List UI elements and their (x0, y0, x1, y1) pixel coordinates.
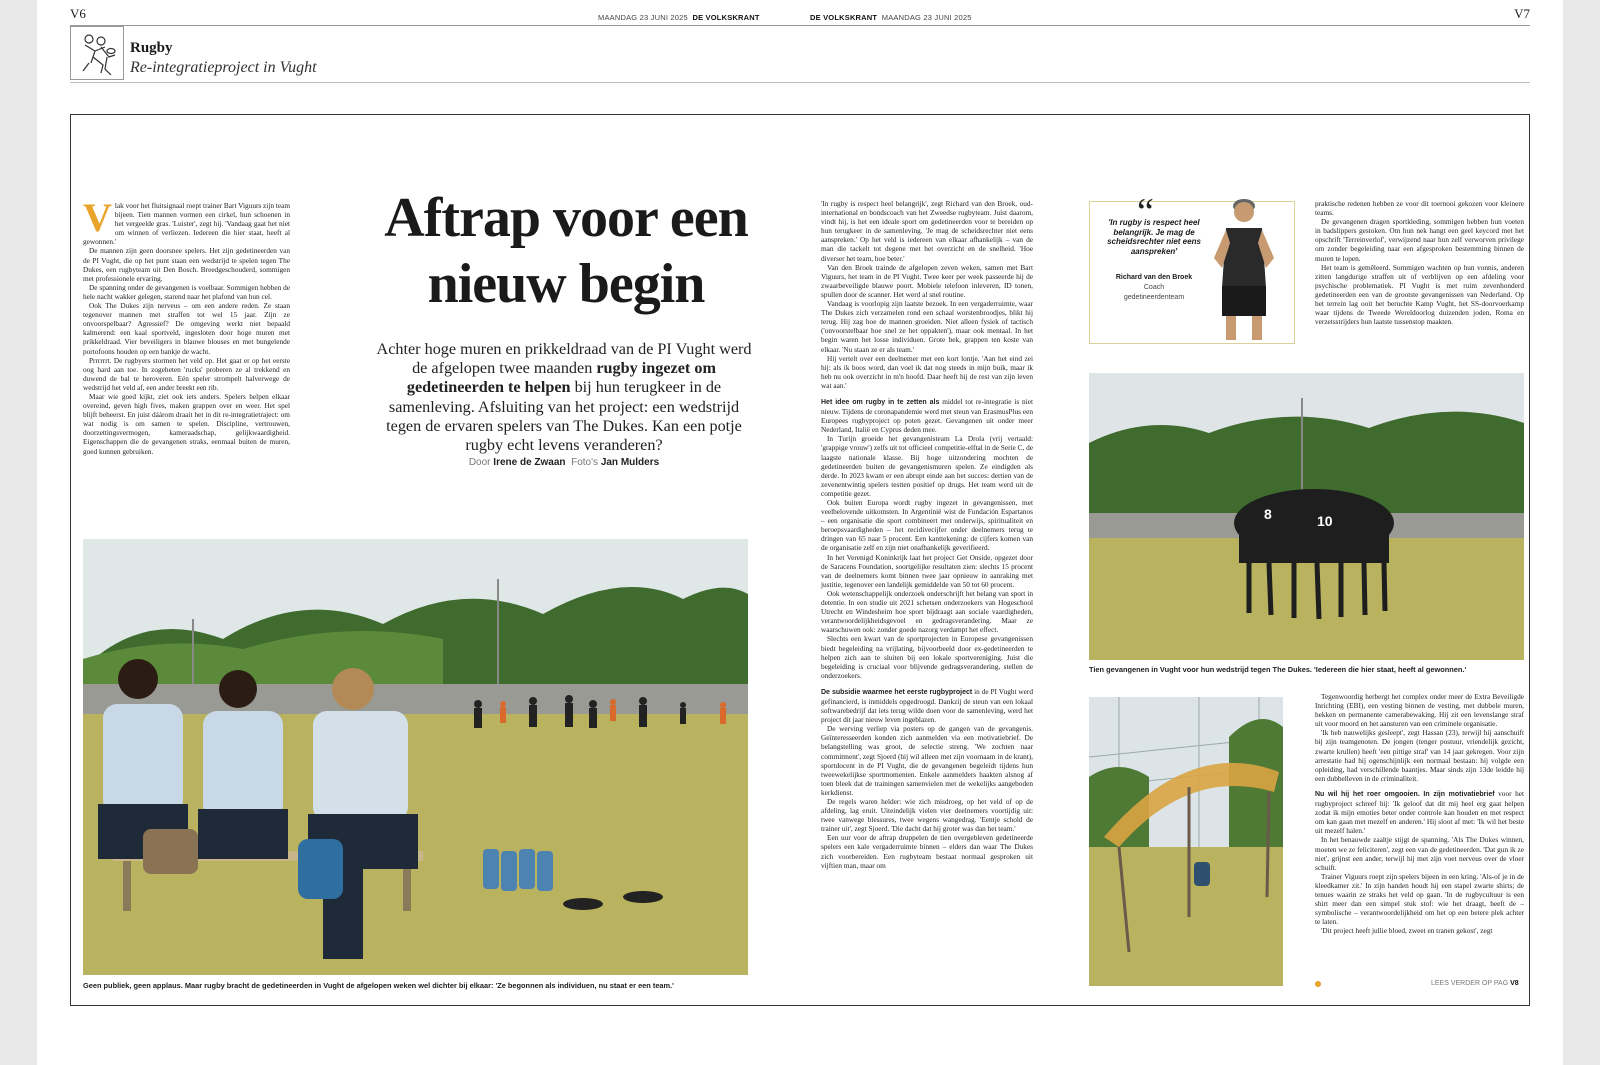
article-column-1 (83, 195, 291, 456)
headline-line: nieuw begin (427, 253, 705, 315)
team-huddle-photo (1089, 373, 1524, 660)
svg-text:8: 8 (1264, 506, 1272, 522)
byline-author: Irene de Zwaan (493, 457, 566, 468)
left-paper-name: DE VOLKSKRANT (692, 13, 760, 22)
paragraph: lak voor het fluitsignaal roept trainer Bart Viguurs zijn team bijeen. Tien mannen vormen een cirkel, hun schoenen in het vergeelde gras. 'Luister', zegt hij. 'Vandaag gaat het niet om winnen of verliezen. Iedereen die hier staat, heeft al gewonnen.' (83, 201, 291, 247)
paragraph-lead: Nu wil hij het roer omgooien. In zijn motivatiebrief (1315, 790, 1495, 798)
paragraph: Maar wie goed kijkt, ziet ook iets anders. Spelers helpen elkaar overeind, geven high fives, maken grappen over en weer. Het spel blijft beheerst. En juist dáárom draait het in dit re-integratietraject: om wat nodig is om samen te spelen. Discipline, vertrouwen, doorzettingsvermogen, kameraadschap, gelijkwaardigheid. Eigenschappen die de gevangenen straks, eenmaal buiten de muren, goed kunnen gebruiken. (83, 391, 290, 456)
coach-portrait (1204, 188, 1290, 344)
pull-quote-text: 'In rugby is respect heel belangrijk. Je mag de scheidsrechter niet eens aanspreken' (1107, 218, 1201, 256)
intro-text (375, 340, 753, 455)
paragraph: Ook The Dukes zijn nerveus – om een andere reden. Ze staan tegenover mannen met straffen tot wel 15 jaar. Zijn ze onvoorspelbaar? Agressief? De omgeving werkt niet bepaald kalmerend: een kaal sportveld, ingesloten door hoge muren met prikkeldraad. Vier beveiligers in blauwe blouses en met bungelende portofoons houden op een bankje de wacht. (83, 301, 290, 356)
newspaper-spread (37, 0, 1563, 1065)
main-photo-guards-watching-match (83, 539, 748, 975)
continue-reading-link[interactable] (1431, 980, 1519, 987)
byline-photographer: Jan Mulders (600, 457, 660, 468)
svg-text:10: 10 (1317, 513, 1333, 529)
right-date: MAANDAG 23 JUNI 2025 (881, 13, 972, 22)
byline-label: Foto's (571, 457, 599, 468)
right-running-header (810, 13, 972, 22)
byline-label: Door (468, 457, 491, 468)
end-marker-dot (1315, 981, 1321, 987)
pull-quote-name: Richard van den Broek (1115, 274, 1193, 281)
paragraph: Ook wetenschappelijk onderzoek onderschrijft het belang van sport in detentie. In een studie uit 2021 schetsen onderzoekers van Hogeschool Utrecht en Windesheim hoe sport bijdraagt aan sociale vaardigheden, verantwoordelijkheidsgevoel en gedragsverandering. Maar ze waarschuwen ook: zonder goede nazorg verdampt het effect. (821, 588, 1033, 635)
paragraph: Ook buiten Europa wordt rugby ingezet in gevangenissen, met veelbelovende uitkomsten. In Argentinië wist de Fundación Espartanos – een organisatie die sport combineert met onderwijs, spiritualiteit en beroepsvaardigheden – het recidivecijfer onder deelnemers terug te dringen van 65 naar 5 procent. Een kanttekening: de cijfers komen van de organisatie zelf en zijn niet onafhankelijk geverifieerd. (821, 498, 1033, 553)
paragraph (1315, 789, 1524, 835)
paragraph: In Turijn groeide het gevangenisteam La Drola (vrij vertaald: 'grappige vrouw') zelfs uit tot officieel competitie-elftal in de Serie C, de laagste nationale klasse. Bij hoge uitzondering mochten de gedetineerden buiten de gevangenismuren spelen. Ze eindigden als derde. In 2023 kwam er een abrupt einde aan het succes: dertien van de zevenentwintig spelers testten positief op drugs. Het team werd uit de competitie gezet. (821, 434, 1034, 498)
pull-quote-role: gedetineerdenteam (1123, 294, 1185, 301)
paragraph: De gevangenen dragen sportkleding, sommigen hebben hun voeten in badslippers gestoken. Om hun nek hangt een geel keycord met het opschrift 'Terreinverlof', verwijzend naar hun zelf verworven privilege om zonder begeleiding naar een afgesproken bestemming binnen de muren te lopen. (1315, 217, 1524, 263)
drop-cap: V (83, 195, 112, 240)
section-rule (70, 82, 1530, 83)
article-column-5 (1315, 199, 1524, 326)
intro-part: bij hun terugkeer in de samenleving. Afsluiting van het project: een wedstrijd tegen de ervaren spelers van The Dukes. Kan een potje rugby echt levens veranderen? (386, 378, 742, 455)
pull-quote-role: Coach (1143, 284, 1165, 291)
paragraph-text: voor het rugbyproject schreef hij: 'Ik geloof dat dit mij heel erg gaat helpen zodat ik mijn emoties beter onder controle kan houden en met respect om kan gaan met mezelf en anderen.' Hij sloot af met: 'Ik wil het beste uit mezelf halen.' (1315, 788, 1524, 836)
paragraph (821, 397, 1033, 434)
left-date: MAANDAG 23 JUNI 2025 (598, 13, 688, 22)
paragraph: praktische redenen hebben ze voor dit toernooi gekozen voor kleinere teams. (1315, 199, 1524, 218)
headline-line: Aftrap voor een (384, 187, 748, 249)
paragraph: Hij vertelt over een deelnemer met een kort lontje. 'Aan het eind zei hij: als ik boos word, dan voel ik dat nog steeds in mijn buik, maar ik heb nu ook overzicht in m'n hoofd. Daar heeft hij de rest van zijn leven wat aan.' (821, 353, 1033, 390)
article-column-6 (1315, 692, 1524, 935)
paragraph: Van den Broek trainde de afgelopen zeven weken, samen met Bart Viguurs, het team in de PI Vught. Twee keer per week passeerde hij de zwaarbeveiligde blauwe poort. Mobiele telefoon inleveren, ID tonen, spullen door de scanner. Het werd al snel routine. (821, 262, 1033, 299)
paragraph: Het team is gemêleerd. Sommigen wachten op hun vonnis, anderen zitten langdurige straffen uit of verblijven op een afdeling voor psychische problematiek. PI Vught is met ruim zevenhonderd gedetineerden een van de grootste gevangenissen van Nederland. Op het terrein lag ooit het beruchte Kamp Vught, het SS-doorvoerkamp waar tijdens de Tweede Wereldoorlog duizenden joden, Roma en verzetsstrijders hun laatste tussenstop maakten. (1315, 262, 1524, 327)
left-page-number: V6 (70, 6, 86, 21)
bench-shelter-photo (1089, 697, 1283, 986)
paragraph: Tegenwoordig herbergt het complex onder meer de Extra Beveiligde Inrichting (EBI), een vesting binnen de vesting, met dubbele muren, hekken en permanente camerabewaking. Hij zit een levenslange straf uit voor moord en het aansturen van een criminele organisatie. (1315, 692, 1524, 729)
paragraph: Prrrrrrt. De rugbyers stormen het veld op. Het gaat er op het eerste oog hard aan toe. In zogeheten 'rucks' proberen ze al trekkend en duwend de bal te heroveren. Eén speler strompelt halverwege de wedstrijd het veld af, een ander breekt een rib. (83, 355, 290, 392)
intro-part: Achter hoge muren en prikkeldraad van de PI Vught werd de afgelopen twee maanden (376, 340, 752, 378)
paragraph: Vandaag is voorlopig zijn laatste bezoek. In een vergaderruimte, waar The Dukes zich verzamelen rond een schaal worstenbroodjes, blikt hij terug. Hij zag hoe de mannen groeiden. Niet alleen fysiek of tactisch ('onvoorstelbaar hoe snel ze het oppakten'), maar ook mentaal. In het begin waren het losse individuen. Grote bek, grappen ten koste van elkaar. 'Nu staan ze er als team.' (821, 299, 1033, 354)
paragraph: 'Dit project heeft jullie bloed, zweet en tranen gekost', zegt (1321, 926, 1493, 936)
continue-label: LEES VERDER OP PAG (1431, 980, 1509, 987)
section-label (70, 26, 1530, 82)
paragraph: In het benauwde zaaltje stijgt de spanning. 'Als The Dukes winnen, moeten we ze feliciteren', zegt een van de gedetineerden. 'Dat gun ik ze niet', grijnst een ander, terwijl hij met zijn voet nerveus over de vloer schuift. (1315, 835, 1524, 872)
paragraph-lead: De subsidie waarmee het eerste rugbyproject (821, 688, 973, 696)
paragraph: De mannen zijn geen doorsnee spelers. Het zijn gedetineerden van de PI Vught, die op het punt staan een wedstrijd te spelen tegen The Dukes, een rugbyteam uit Den Bosch. Breedgeschouderd, sommigen met professionele ervaring. (83, 246, 290, 283)
paragraph: In het Verenigd Koninkrijk laat het project Get Onside, opgezet door de Saracens Foundation, soortgelijke resultaten zien: slechts 15 procent van de deelnemers komt binnen twee jaar opnieuw in aanraking met justitie, tegenover een landelijk gemiddelde van 50 tot 60 procent. (821, 552, 1033, 589)
byline (375, 457, 753, 468)
paragraph: De werving verliep via posters op de gangen van de gevangenis. Geïnteresseerden konden zich aanmelden via een motivatiebrief. De belangstelling was groot, de selectie streng. 'We zochten naar commitment', zegt Sjoerd (hij wil alleen met zijn voornaam in de krant), sportdocent in de PI Vught, die de gevangenen begeleidt tijdens hun tweewekelijkse sportmomenten. Enkele aanmelders haakten alsnog af toen bleek dat de trainingen samenvielen met de wekelijks aangeboden kerkdienst. (821, 724, 1033, 797)
rugby-players-logo-icon (70, 26, 124, 80)
intro-bold: rugby ingezet om gedetineerden te helpen (406, 359, 716, 397)
paragraph-lead: Het idee om rugby in te zetten als (821, 398, 940, 406)
right-page-number: V7 (1514, 6, 1530, 21)
pull-quote-box (1089, 191, 1295, 344)
paragraph: Een uur voor de aftrap druppelen de tien overgebleven gedetineerde spelers een kale vergaderruimte binnen – elders dan waar The Dukes zich voorbereiden. Een rugbyteam bestaat normaal gesproken uit vijftien man, maar om (821, 833, 1033, 870)
paragraph: Slechts een kwart van de sportprojecten in Europese gevangenissen biedt begeleiding na vrijlating, bijvoorbeeld door ex-gedetineerden te helpen zich aan te sluiten bij een lokale sportvereniging. Juist die begeleiding is cruciaal voor blijvende gedragsverandering, stellen de onderzoekers. (821, 634, 1033, 680)
paragraph: 'In rugby is respect heel belangrijk', zegt Richard van den Broek, oud-international en bondscoach van het Zweedse rugbyteam. Juist daarom, vindt hij, is het een ideale sport om gedetineerden voor te bereiden op hun terugkeer in de samenleving. 'Je mag de scheidsrechter niet eens aanspreken.' Op het veld is iedereen van elkaar afhankelijk – van de man die tackelt tot degene met het overzicht en de snelheid. 'Hoe diverser het team, hoe beter.' (821, 199, 1033, 263)
main-photo-caption: Geen publiek, geen applaus. Maar rugby bracht de gedetineerden in Vught de afgelopen weken wel dichter bij elkaar: 'Ze begonnen als individuen, nu staat er een team.' (83, 981, 674, 990)
left-running-header (598, 13, 760, 22)
paragraph: 'Ik heb nauwelijks gesleept', zegt Hassan (23), terwijl hij aanschuift bij zijn teamgenoten. De jongen (tenger postuur, vriendelijk gezicht, zwarte krullen) heeft 'een pittige straf' van 14 jaar gekregen. Voor zijn arrestatie had hij ogenschijnlijk een normaal bestaan: hij volgde een opleiding, had verschillende baantjes. Maar sinds zijn 13de leidde hij een dubbelleven in de criminaliteit. (1315, 728, 1524, 783)
article-column-3 (821, 199, 1033, 870)
quote-mark-icon: “ (1137, 191, 1154, 233)
paragraph: De regels waren helder: wie zich misdroeg, op het veld of op de afdeling, lag eruit. Uiteindelijk vielen vier deelnemers voortijdig uit: twee vanwege blessures, twee wegens wangedrag. 'Eentje schold de trainer uit', zegt Sjoerd. 'Die dacht dat hij groter was dan het team.' (821, 797, 1033, 834)
paragraph (821, 687, 1033, 724)
headline (346, 185, 786, 317)
paragraph: Trainer Viguurs roept zijn spelers bijeen in een kring. 'Als-of je in de kleedkamer zit.' In zijn handen houdt hij een stapel zwarte shirts; de tenues waarin ze straks het veld op gaan. 'In de rugbycultuur is een shirt meer dan een simpel stuk stof: wie het draagt, heeft de – symbolische – verantwoordelijkheid om het op een betere plek achter te laten. (1315, 871, 1524, 927)
section-title: Rugby (130, 40, 173, 56)
paragraph: De spanning onder de gevangenen is voelbaar. Sommigen hebben de hele nacht wakker gelegen, starend naar het plafond van hun cel. (83, 282, 290, 301)
paragraph-text: middel tot re-integratie is niet nieuw. Tijdens de coronapandemie werd met steun van ErasmusPlus een Europees rugbyproject op poten gezet. Gevangenen uit onder meer Nederland, Italië en Cyprus deden mee. (821, 396, 1033, 435)
huddle-photo-caption: Tien gevangenen in Vught voor hun wedstrijd tegen The Dukes. 'Iedereen die hier staat, heeft al gewonnen.' (1089, 665, 1467, 674)
paragraph-text: in de PI Vught werd gefinancierd, is inmiddels opgedroogd. Dankzij de steun van een lokaal softwarebedrijf dat iets terug wilde doen voor de samenleving, werd het project dit jaar nieuw leven ingeblazen. (821, 686, 1033, 725)
section-subtitle: Re-integratieproject in Vught (130, 59, 317, 76)
continue-page: V8 (1510, 980, 1519, 987)
right-paper-name: DE VOLKSKRANT (810, 13, 878, 22)
